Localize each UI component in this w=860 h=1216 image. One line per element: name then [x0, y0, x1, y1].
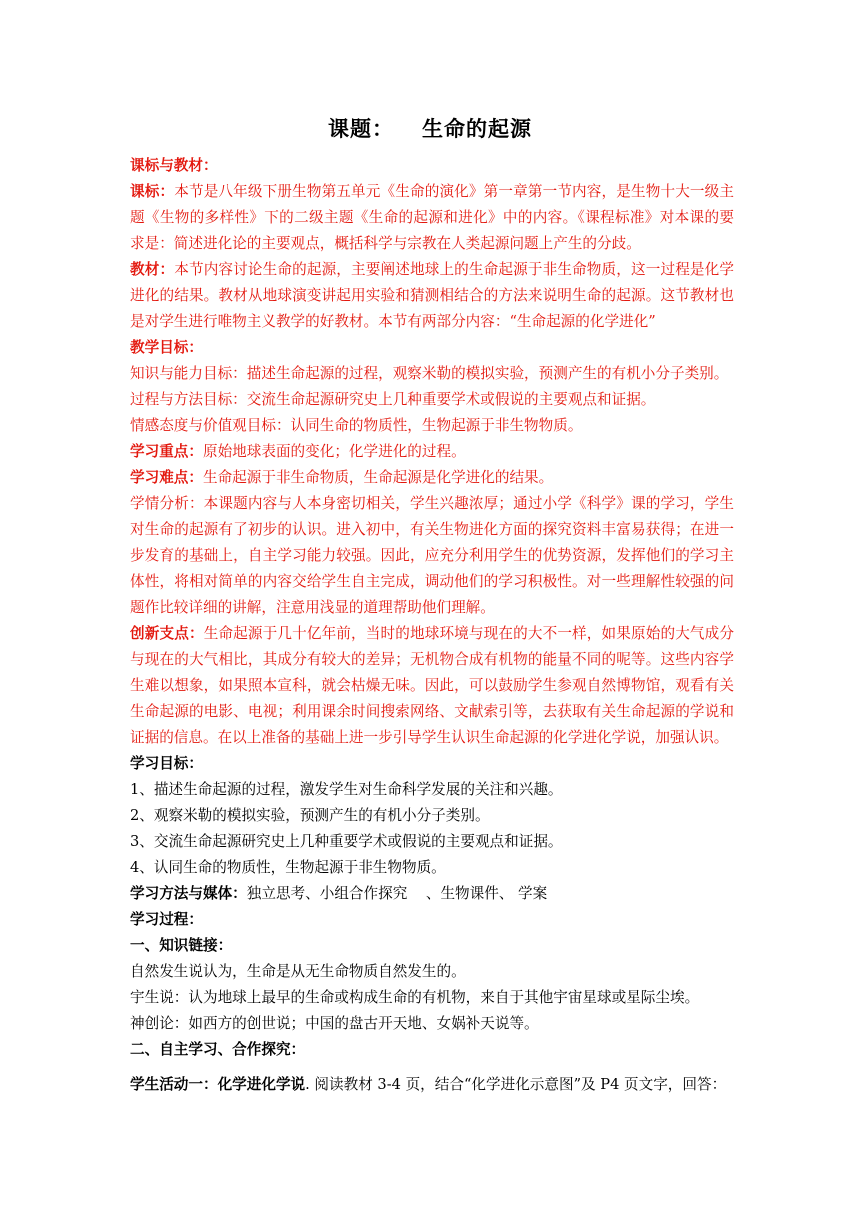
goal-item: 3、交流生命起源研究史上几种重要学术或假说的主要观点和证据。 — [130, 833, 563, 850]
zhongdian-text: 原始地球表面的变化；化学进化的过程。 — [202, 443, 466, 460]
goal-item: 2、观察米勒的模拟实验，预测产生的有机小分子类别。 — [130, 807, 490, 824]
goal-item: 4、认同生命的物质性，生物起源于非生物物质。 — [130, 859, 446, 876]
part1-line: 自然发生说认为，生命是从无生命物质自然发生的。 — [130, 963, 466, 980]
guocheng-heading: 学习过程： — [130, 911, 203, 928]
chuangxin-paragraph — [130, 621, 734, 751]
xueqing-paragraph: 学情分析：本课题内容与人本身密切相关，学生兴趣浓厚；通过小学《科学》课的学习，学生对生命的起源有了初步的认识。进入初中，有关生物进化方面的探究资料丰富易获得；在进一步发育的基础上，自主学习能力较强。因此，应充分利用学生的优势资源，发挥他们的学习主体性，将相对简单的内容交给学生自主完成，调动他们的学习积极性。对一些理解性较强的问题作比较详细的讲解，注意用浅显的道理帮助他们理解。 — [130, 495, 734, 616]
chuangxin-label: 创新支点： — [130, 625, 204, 642]
title-prefix: 课题： — [328, 117, 394, 141]
part1-line: 神创论：如西方的创世说；中国的盘古开天地、女娲补天说等。 — [130, 1015, 539, 1032]
chuangxin-text: 生命起源于几十亿年前，当时的地球环境与现在的大不一样，如果原始的大气成分与现在的大气相比，其成分有较大的差异；无机物合成有机物的能量不同的呢等。这些内容学生难以想象，如果照本宣科，就会枯燥无味。因此，可以鼓励学生参观自然博物馆，观看有关生命起源的电影、电视；利用课余时间搜索网络、文献索引等，去获取有关生命起源的学说和证据的信息。在以上准备的基础上进一步引导学生认识生命起源的化学进化学说，加强认识。 — [130, 625, 734, 746]
fangfa-paragraph — [130, 881, 734, 907]
mubiao-process: 过程与方法目标：交流生命起源研究史上几种重要学术或假说的主要观点和证据。 — [130, 391, 656, 408]
title-main: 生命的起源 — [422, 117, 532, 141]
part1-heading: 一、知识链接： — [130, 937, 233, 954]
jiaocai-paragraph — [130, 257, 734, 335]
nandian-label: 学习难点： — [130, 469, 203, 486]
fangfa-label: 学习方法与媒体： — [130, 885, 247, 902]
nandian-paragraph — [130, 465, 734, 491]
kebiao-paragraph — [130, 179, 734, 257]
activity-label: 学生活动一：化学进化学说 — [130, 1076, 306, 1093]
fangfa-text: 独立思考、小组合作探究 、生物课件、 学案 — [246, 885, 548, 902]
activity-paragraph — [130, 1069, 734, 1101]
part1-line: 宇生说：认为地球上最早的生命或构成生命的有机物，来自于其他宇宙星球或星际尘埃。 — [130, 989, 700, 1006]
mubiao-heading: 教学目标： — [130, 339, 203, 356]
zhongdian-paragraph — [130, 439, 734, 465]
xuexi-mubiao-heading: 学习目标： — [130, 755, 203, 772]
kebiao-label: 课标： — [130, 183, 175, 200]
kebiao-heading: 课标与教材： — [130, 157, 218, 174]
goal-item: 1、描述生命起源的过程，激发学生对生命科学发展的关注和兴趣。 — [130, 781, 563, 798]
kebiao-text: 本节是八年级下册生物第五单元《生命的演化》第一章第一节内容，是生物十大一级主题《生物的多样性》下的二级主题《生命的起源和进化》中的内容。《课程标准》对本课的要求是：简述进化论的主要观点，概括科学与宗教在人类起源问题上产生的分歧。 — [130, 183, 734, 252]
jiaocai-text: 本节内容讨论生命的起源，主要阐述地球上的生命起源于非生命物质，这一过程是化学进化的结果。教材从地球演变讲起用实验和猜测相结合的方法来说明生命的起源。这节教材也是对学生进行唯物主义教学的好教材。本节有两部分内容：“生命起源的化学进化” — [130, 261, 734, 330]
part2-heading: 二、自主学习、合作探究： — [130, 1041, 306, 1058]
nandian-text: 生命起源于非生命物质，生命起源是化学进化的结果。 — [202, 469, 554, 486]
jiaocai-label: 教材： — [130, 261, 175, 278]
zhongdian-label: 学习重点： — [130, 443, 203, 460]
activity-text: . 阅读教材 3-4 页，结合“化学进化示意图”及 P4 页文字，回答： — [305, 1076, 727, 1093]
document-body — [130, 153, 734, 1101]
page-title — [0, 113, 860, 143]
mubiao-emotion: 情感态度与价值观目标：认同生命的物质性，生物起源于非生物物质。 — [130, 417, 583, 434]
mubiao-knowledge: 知识与能力目标：描述生命起源的过程，观察米勒的模拟实验，预测产生的有机小分子类别。 — [130, 365, 729, 382]
